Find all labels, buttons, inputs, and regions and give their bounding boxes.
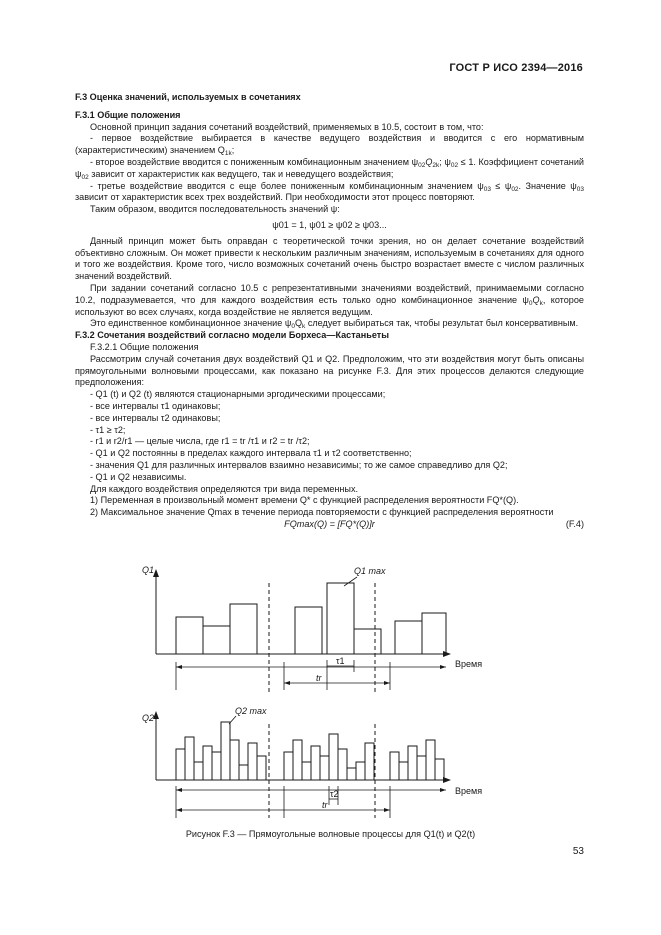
q1-bar [422, 613, 446, 654]
time-axis-label: Время [455, 659, 483, 669]
tr-label: tr [316, 673, 322, 683]
q2-bar [356, 762, 365, 780]
list-item: - r1 и r2/r1 — целые числа, где r1 = tr /τ1 и r2 = tr /τ2; [90, 436, 310, 447]
list-item: - все интервалы τ2 одинаковы; [90, 412, 221, 423]
paragraph: Для каждого воздействия определяются три вида переменных. [90, 483, 359, 494]
q2-bar [426, 740, 435, 780]
list-item: - второе воздействие вводится с пониженным комбинационным значением $\psi_{02}Q_{2k}$; $\psi_{02} \le 1$. Коэффициент сочетаний $\psi_{02}$ зависит от характеристик как ведущего, так и неведущего воздействия; [75, 156, 584, 181]
formula-text: FQmax(Q) = [FQ*(Q)]r [284, 518, 375, 529]
subsubsection-title: F.3.2.1 Общие положения [90, 341, 199, 352]
paragraph: 2) Максимальное значение Qmax в течение периода повторяемости с функцией распределения вероятности [90, 507, 554, 518]
q2-bar [399, 762, 408, 780]
q2-bar [320, 756, 329, 780]
q2-bar [212, 752, 221, 780]
list-item: - значения Q1 для различных интервалов взаимно независимы; то же самое справедливо для Q2; [90, 459, 508, 470]
list-item: - все интервалы τ1 одинаковы; [90, 400, 221, 411]
q2-bar [347, 768, 356, 780]
q1-bar [395, 621, 422, 654]
q2-bar [176, 749, 185, 780]
section-title: F.3 Оценка значений, используемых в сочетаниях [75, 92, 301, 102]
q2-bar [284, 752, 293, 780]
list-item: - Q1 и Q2 независимы. [90, 471, 187, 482]
paragraph: Основной принцип задания сочетаний воздействий, применяемых в 10.5, состоит в том, что: [90, 121, 484, 132]
q2-bar [390, 752, 399, 780]
q1-bar [354, 629, 381, 654]
q2max-leader [229, 716, 236, 724]
list-item: - Q1 (t) и Q2 (t) являются стационарными эргодическими процессами; [90, 389, 386, 400]
q1-axis-label: Q1 [142, 565, 155, 575]
paragraph: Рассмотрим случай сочетания двух воздействий Q1 и Q2. Предположим, что эти воздействия могут быть описаны прямоугольными волновыми процессами, как показано на рисунке F.3. Для этих процессов делаются следующие предположения: [75, 353, 584, 388]
subsection-title: F.3.2 Сочетания воздействий согласно модели Борхеса—Кастаньеты [75, 330, 389, 341]
q1-bar [203, 626, 230, 654]
q2-wave [176, 722, 444, 780]
q1-bar [176, 617, 203, 654]
paragraph: 1) Переменная в произвольный момент времени Q* с функцией распределения вероятности FQ*(Q). [90, 495, 519, 506]
time-axis-label: Время [455, 786, 483, 796]
tau2-label: τ2 [330, 789, 339, 799]
tau1-label: τ1 [336, 656, 345, 666]
formula-number: (F.4) [565, 518, 584, 529]
q2-axis-label: Q2 [142, 713, 155, 723]
q2-bar [435, 759, 444, 780]
q2-bar [293, 740, 302, 780]
q1max-leader [344, 577, 357, 586]
q2max-label: Q2 max [235, 706, 267, 716]
q2-bar [185, 737, 194, 780]
q2-bar [338, 749, 347, 780]
list-item: - τ1 ≥ τ2; [90, 424, 126, 435]
paragraph: Это единственное комбинационное значение $\psi_0Q_k$ следует выбираться так, чтобы результат был консервативным. [90, 318, 579, 331]
q2-bar [230, 740, 239, 780]
figure-caption: Рисунок F.3 — Прямоугольные волновые процессы для Q1(t) и Q2(t) [185, 829, 476, 839]
q1-bar [327, 583, 354, 654]
subsection-title: F.3.1 Общие положения [75, 109, 181, 120]
document-header: ГОСТ Р ИСО 2394—2016 [449, 62, 583, 74]
q2-bar [408, 746, 417, 780]
q2-bar [365, 743, 374, 780]
q2-bar [239, 765, 248, 780]
q1-wave [176, 583, 446, 654]
paragraph: Таким образом, вводится последовательность значений ψ: [90, 204, 340, 215]
list-item: - Q1 и Q2 постоянны в пределах каждого интервала τ1 и τ2 соответственно; [90, 448, 412, 459]
q2-bar [257, 756, 266, 780]
q2-bar [417, 756, 426, 780]
q2-bar [221, 722, 230, 780]
list-item: - первое воздействие выбирается в качестве ведущего воздействия и вводится с его нормативным (характеристическим) значением $Q_{1k}$; [75, 133, 584, 158]
q2-bar [329, 734, 338, 780]
q2-bar [311, 746, 320, 780]
q2-bar [194, 762, 203, 780]
list-item: - третье воздействие вводится с еще более пониженным комбинационным значением $\psi_{03} \le \psi_{02}$. Значение $\psi_{03}$ зависит от характеристик всех трех воздействий. При необходимости этот процесс повторяют. [75, 180, 585, 203]
q1max-label: Q1 max [354, 566, 386, 576]
q1-bar [295, 607, 322, 654]
q1-bar [230, 604, 257, 654]
q2-bar [248, 743, 257, 780]
q2-bar [203, 746, 212, 780]
q2-bar [302, 762, 311, 780]
paragraph: При задании сочетаний согласно 10.5 с репрезентативными значениями воздействий, принимаемыми согласно 10.2, подразумевается, что для каждого воздействия есть только одно комбинационное значение $\psi_0Q_k$, которое используют во всех случаях, когда воздействие не является ведущим. [75, 282, 584, 317]
page-number: 53 [572, 846, 584, 857]
tr-label: tr [322, 800, 328, 810]
paragraph: Данный принцип может быть оправдан с теоретической точки зрения, но он делает сочетание воздействий объективно сложным. Он может привести к нескольким различным значениям, используемым в сочетаниях для одного и того же воздействия. Кроме того, число возможных сочетаний очень быстро возрастает вместе с числом различных значений воздействий. [75, 235, 584, 282]
sequence-formula: ψ01 = 1, ψ01 ≥ ψ02 ≥ ψ03... [272, 219, 387, 230]
